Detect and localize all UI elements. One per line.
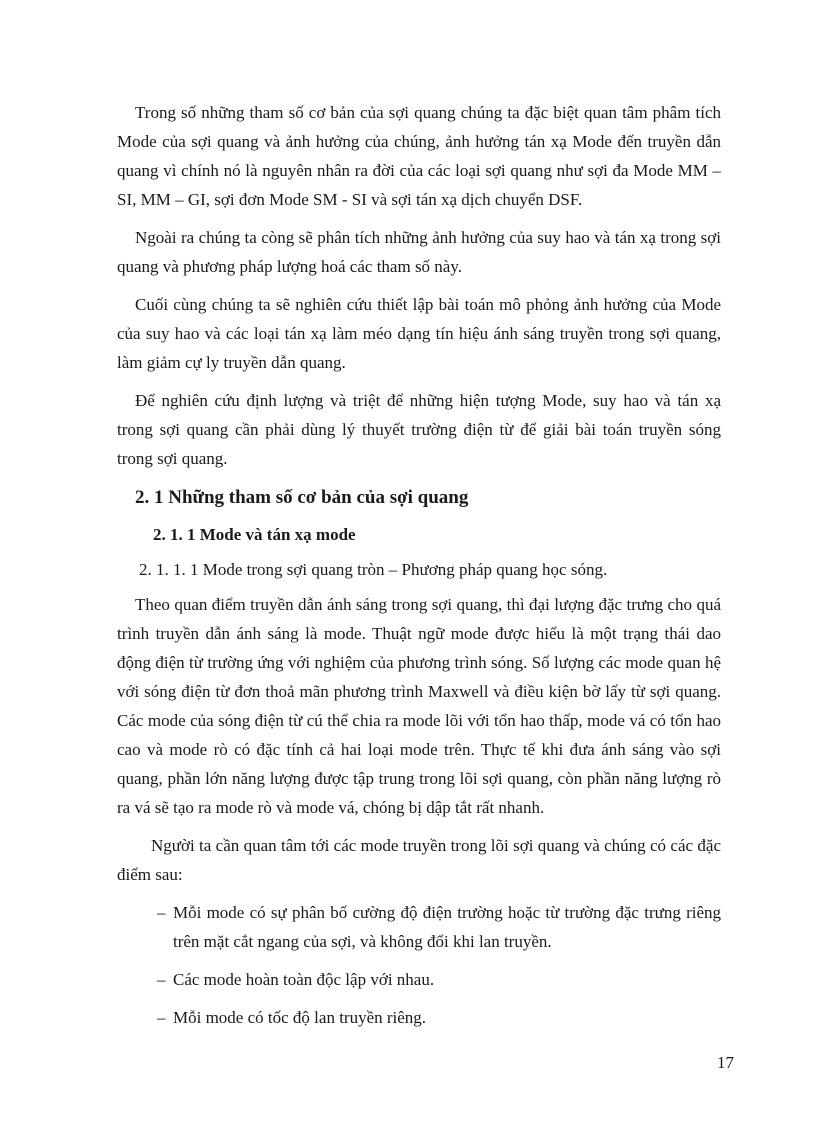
list-dash: – [157,1008,166,1027]
body-paragraph-1: Theo quan điểm truyền dẫn ánh sáng trong sợi quang, thì đại lượng đặc trưng cho quá trình truyền dẫn ánh sáng là mode. Thuật ngữ mode được hiểu là một trạng thái dao động điện từ trường ứng với nghiệm của phương trình sóng. Số lượng các mode quan hệ với sóng điện từ đơn thoả mãn phương trình Maxwell và điều kiện bờ lấy từ sợi quang. Các mode của sóng điện từ cú thể chia ra mode lõi với tổn hao thấp, mode vá có tổn hao cao và mode rò có đặc tính cả hai loại mode trên. Thực tế khi đưa ánh sáng vào sợi quang, phần lớn năng lượng được tập trung trong lõi sợi quang, còn phần năng lượng rò ra vá sẽ tạo ra mode rò và mode vá, chóng bị dập tắt rất nhanh. [117,595,721,817]
list-item [117,898,721,956]
section-heading: 2. 1 Những tham số cơ bản của sợi quang [135,487,469,508]
subsubsection-heading: 2. 1. 1. 1 Mode trong sợi quang tròn – Phương pháp quang học sóng. [139,560,608,579]
list-dash: – [157,970,166,989]
list-item [117,1003,721,1032]
list-item-text: Mỗi mode có tốc độ lan truyền riêng. [173,1008,427,1027]
mode-characteristics-list [117,898,721,1032]
list-dash: – [157,903,166,922]
document-page [117,98,721,1041]
list-item [117,965,721,994]
page-number: 17 [717,1053,734,1072]
intro-paragraph-1: Trong số những tham số cơ bản của sợi quang chúng ta đặc biệt quan tâm phâm tích Mode của sợi quang và ảnh hưởng của chúng, ảnh hưởng tán xạ Mode đến truyền dẫn quang vì chính nó là nguyên nhân ra đời của các loại sợi quang như sợi đa Mode MM – SI, MM – GI, sợi đơn Mode SM - SI và sợi tán xạ dịch chuyển DSF. [117,103,721,209]
body-paragraph-2: Người ta cần quan tâm tới các mode truyền trong lõi sợi quang và chúng có các đặc điểm sau: [117,836,721,884]
subsection-heading: 2. 1. 1 Mode và tán xạ mode [153,525,356,544]
intro-paragraph-3: Cuối cùng chúng ta sẽ nghiên cứu thiết lập bài toán mô phỏng ảnh hưởng của Mode của suy hao và các loại tán xạ làm méo dạng tín hiệu ánh sáng truyền trong sợi quang, làm giảm cự ly truyền dẫn quang. [117,295,721,372]
intro-paragraph-2: Ngoài ra chúng ta còng sẽ phân tích những ảnh hưởng của suy hao và tán xạ trong sợi quang và phương pháp lượng hoá các tham số này. [117,228,721,276]
list-item-text: Mỗi mode có sự phân bố cường độ điện trường hoặc từ trường đặc trưng riêng trên mặt cắt ngang của sợi, và không đổi khi lan truyền. [173,903,721,951]
list-item-text: Các mode hoàn toàn độc lập với nhau. [173,970,435,989]
intro-paragraph-4: Để nghiên cứu định lượng và triệt để những hiện tượng Mode, suy hao và tán xạ trong sợi quang cần phải dùng lý thuyết trường điện từ để giải bài toán truyền sóng trong sợi quang. [117,391,721,468]
